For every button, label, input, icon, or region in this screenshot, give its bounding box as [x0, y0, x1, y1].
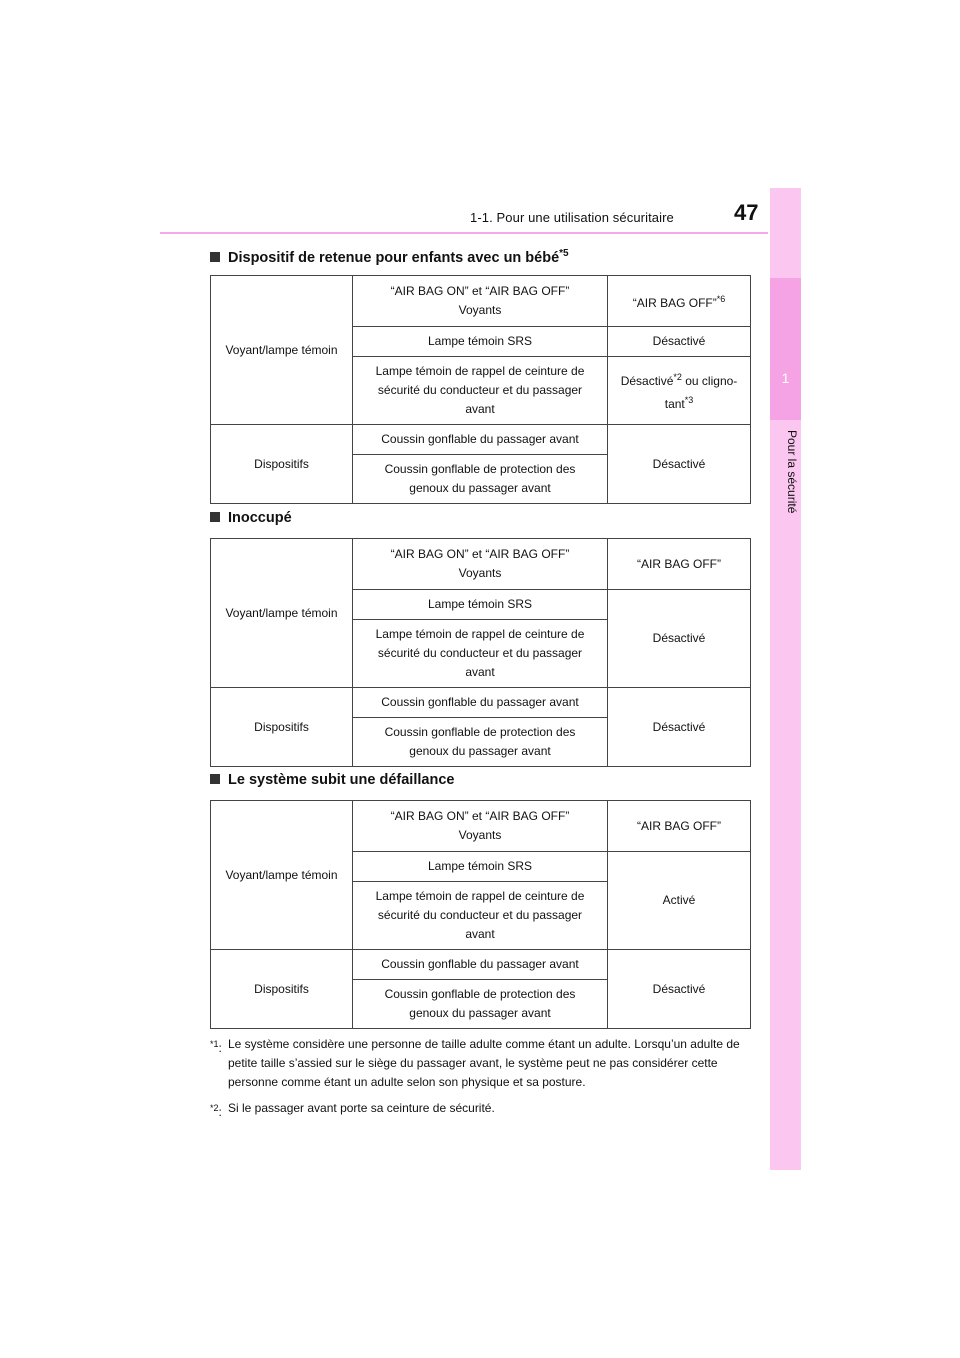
chapter-label: Pour la sécurité: [785, 430, 799, 514]
cell-knee-airbag: Coussin gonflable de protection des genoux du passager avant: [353, 980, 608, 1029]
row-label-devices: Dispositifs: [211, 950, 353, 1029]
cell-belt-label: Lampe témoin de rappel de ceinture de sécurité du conducteur et du passager avant: [353, 357, 608, 425]
cell-airbag-front: Coussin gonflable du passager avant: [353, 950, 608, 980]
cell-srs-label: Lampe témoin SRS: [353, 327, 608, 357]
footnote-1: $^{*1}$: Le système considère une personne de taille adulte comme étant un adulte. Lorsqu’un adulte de petite taille s’assied sur le siège du passager avant, le système peut ne pas considérer cette personne comme étant un adulte selon son physique et sa posture.: [210, 1037, 740, 1089]
square-bullet-icon: [210, 252, 220, 262]
cell-belt-value: Désactivé$^{*2}$ ou cligno- tant$^{*3}$: [608, 357, 751, 425]
cell-indicators-head-value: “AIR BAG OFF”: [608, 539, 751, 590]
row-label-devices: Dispositifs: [211, 688, 353, 767]
section-heading-bebe: Dispositif de retenue pour enfants avec un bébé$^{*5}$: [210, 248, 569, 266]
square-bullet-icon: [210, 512, 220, 522]
cell-indicators-head: “AIR BAG ON” et “AIR BAG OFF” Voyants: [353, 276, 608, 327]
cell-indicators-value: Activé: [608, 852, 751, 950]
section-heading-defaillance: Le système subit une défaillance: [210, 772, 454, 788]
cell-srs-label: Lampe témoin SRS: [353, 852, 608, 882]
cell-devices-value: Désactivé: [608, 688, 751, 767]
cell-knee-airbag: Coussin gonflable de protection des genoux du passager avant: [353, 455, 608, 504]
row-label-indicators: Voyant/lampe témoin: [211, 801, 353, 950]
section-heading-inoccupe: Inoccupé: [210, 510, 292, 526]
table-bebe: [210, 275, 751, 504]
cell-knee-airbag: Coussin gonflable de protection des genoux du passager avant: [353, 718, 608, 767]
cell-indicators-value: Désactivé: [608, 590, 751, 688]
section-title: 1-1. Pour une utilisation sécuritaire: [470, 210, 674, 225]
chapter-number: 1: [770, 278, 801, 420]
cell-srs-value: Désactivé: [608, 327, 751, 357]
cell-belt-label: Lampe témoin de rappel de ceinture de sécurité du conducteur et du passager avant: [353, 882, 608, 950]
cell-srs-label: Lampe témoin SRS: [353, 590, 608, 620]
cell-airbag-front: Coussin gonflable du passager avant: [353, 688, 608, 718]
header-rule: [160, 232, 768, 234]
row-label-indicators: Voyant/lampe témoin: [211, 276, 353, 425]
square-bullet-icon: [210, 774, 220, 784]
table-inoccupe: [210, 538, 751, 767]
cell-devices-value: Désactivé: [608, 950, 751, 1029]
table-defaillance: [210, 800, 751, 1029]
cell-airbag-front: Coussin gonflable du passager avant: [353, 425, 608, 455]
row-label-devices: Dispositifs: [211, 425, 353, 504]
cell-belt-label: Lampe témoin de rappel de ceinture de sécurité du conducteur et du passager avant: [353, 620, 608, 688]
cell-indicators-head: “AIR BAG ON” et “AIR BAG OFF” Voyants: [353, 539, 608, 590]
row-label-indicators: Voyant/lampe témoin: [211, 539, 353, 688]
cell-indicators-head-value: “AIR BAG OFF”: [608, 801, 751, 852]
cell-devices-value: Désactivé: [608, 425, 751, 504]
footnote-2: $^{*2}$: Si le passager avant porte sa ceinture de sécurité.: [210, 1101, 495, 1119]
cell-indicators-head-value: “AIR BAG OFF”$^{*6}$: [608, 276, 751, 327]
page-number: 47: [734, 200, 759, 225]
cell-indicators-head: “AIR BAG ON” et “AIR BAG OFF” Voyants: [353, 801, 608, 852]
